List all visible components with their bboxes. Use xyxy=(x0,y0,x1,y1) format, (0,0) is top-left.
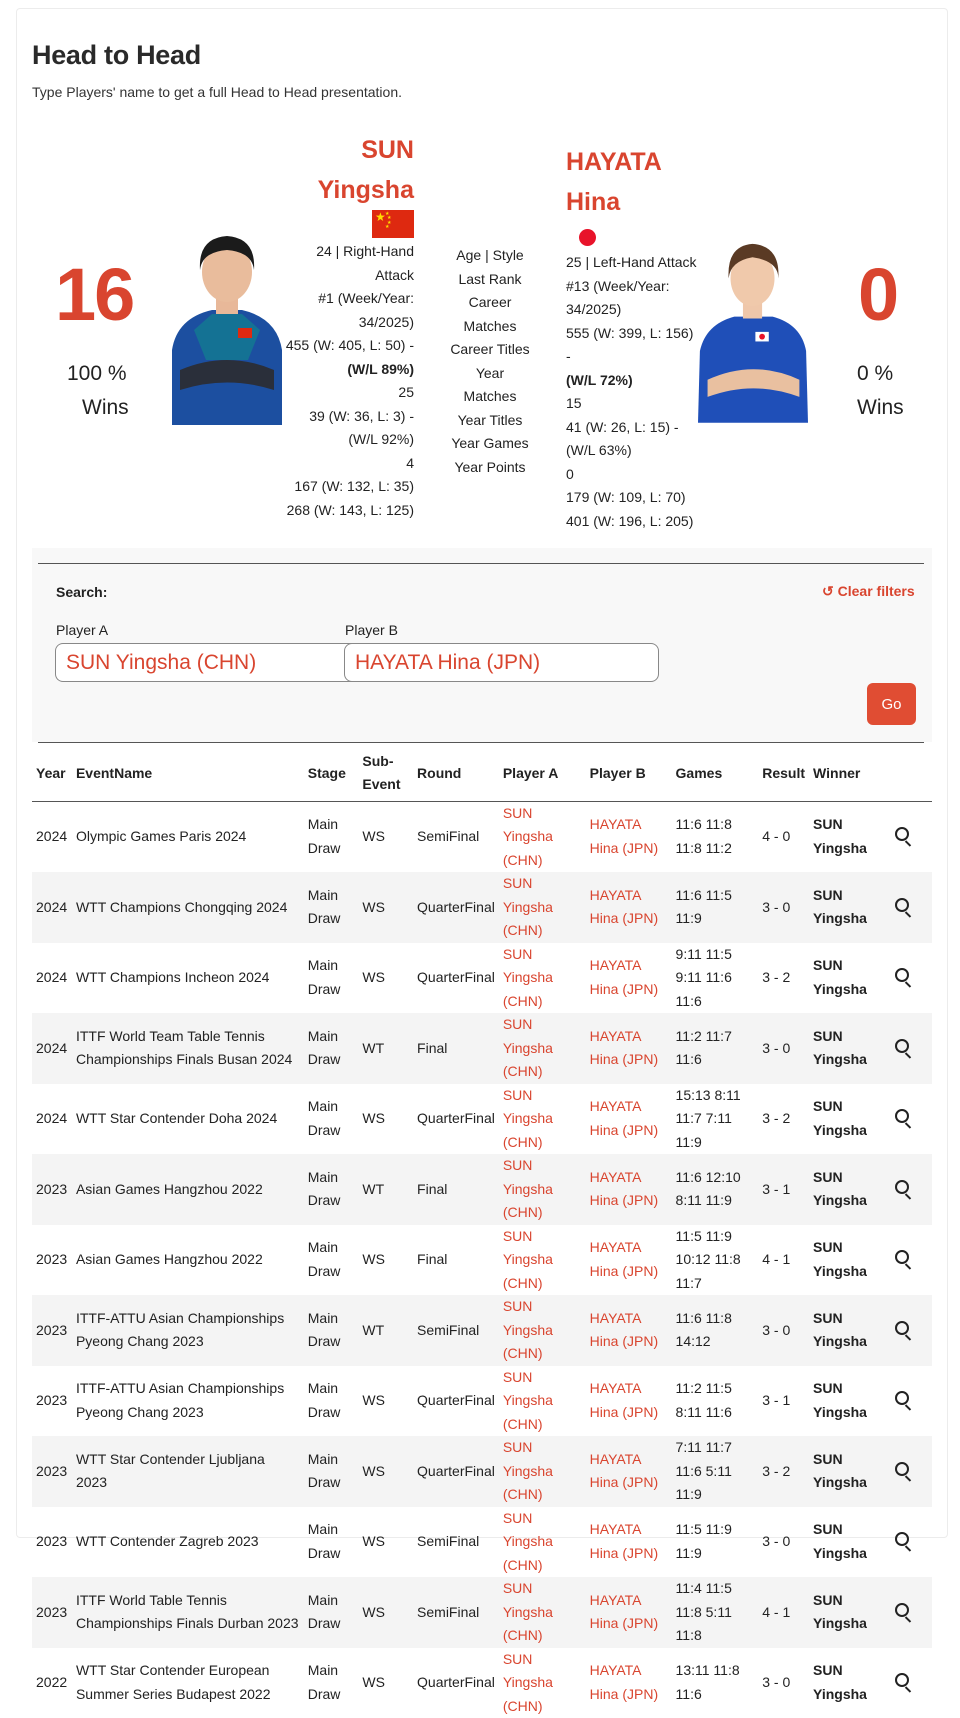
cell-player-b[interactable]: HAYATA Hina (JPN) xyxy=(586,1366,672,1437)
player-b-field-label: Player B xyxy=(345,622,398,638)
player-a-age-style: 24 | Right-Hand Attack xyxy=(282,240,414,287)
cell-winner: SUN Yingsha xyxy=(809,1507,879,1578)
cell-games: 11:2 11:5 8:11 11:6 xyxy=(672,1366,759,1437)
cell-year: 2024 xyxy=(32,943,72,1014)
cell-player-a[interactable]: SUN Yingsha (CHN) xyxy=(499,943,586,1014)
player-b-year-points: 401 (W: 196, L: 205) xyxy=(566,510,701,534)
col-sub-event[interactable]: Sub-Event xyxy=(358,746,413,801)
cell-sub-event: WS xyxy=(358,1225,413,1296)
cell-games: 11:6 11:8 14:12 xyxy=(672,1295,759,1366)
cell-player-a[interactable]: SUN Yingsha (CHN) xyxy=(499,1436,586,1507)
cell-player-a[interactable]: SUN Yingsha (CHN) xyxy=(499,1648,586,1718)
clear-filters-button[interactable] xyxy=(822,583,915,600)
clear-filters-label: Clear filters xyxy=(838,583,915,599)
cell-games: 11:6 11:8 11:8 11:2 xyxy=(672,801,759,872)
search-icon[interactable] xyxy=(895,1673,909,1687)
cell-round: QuarterFinal xyxy=(413,1436,499,1507)
cell-year: 2022 xyxy=(32,1648,72,1718)
search-icon[interactable] xyxy=(895,898,909,912)
player-a-last-rank: #1 (Week/Year: 34/2025) xyxy=(282,287,414,334)
cell-event-name: ITTF World Team Table Tennis Championships Finals Busan 2024 xyxy=(72,1013,304,1084)
player-a-first-name[interactable]: Yingsha xyxy=(318,176,414,205)
cell-event-name: ITTF-ATTU Asian Championships Pyeong Chang 2023 xyxy=(72,1295,304,1366)
cell-round: QuarterFinal xyxy=(413,1366,499,1437)
cell-year: 2023 xyxy=(32,1154,72,1225)
table-row[interactable] xyxy=(32,1577,932,1648)
cell-player-a[interactable]: SUN Yingsha (CHN) xyxy=(499,1366,586,1437)
cell-games: 11:5 11:9 11:9 xyxy=(672,1507,759,1578)
view-match-button[interactable] xyxy=(879,943,932,1014)
player-a-year-titles: 4 xyxy=(282,452,414,476)
cell-round: SemiFinal xyxy=(413,1507,499,1578)
player-b-year-titles: 0 xyxy=(566,463,701,487)
cell-sub-event: WS xyxy=(358,1648,413,1718)
label-year-matches: Matches xyxy=(440,385,540,409)
view-match-button[interactable] xyxy=(879,1154,932,1225)
col-player-a[interactable]: Player A xyxy=(499,746,586,801)
cell-games: 9:11 11:5 9:11 11:6 11:6 xyxy=(672,943,759,1014)
cell-games: 15:13 8:11 11:7 7:11 11:9 xyxy=(672,1084,759,1155)
cell-stage: Main Draw xyxy=(304,1154,359,1225)
player-a-field-label: Player A xyxy=(56,622,108,638)
cell-stage: Main Draw xyxy=(304,1366,359,1437)
cell-round: SemiFinal xyxy=(413,801,499,872)
table-row[interactable] xyxy=(32,1648,932,1718)
label-age-style: Age | Style xyxy=(440,244,540,268)
table-row[interactable] xyxy=(32,1084,932,1155)
player-a-year-points: 268 (W: 143, L: 125) xyxy=(282,499,414,523)
cell-event-name: ITTF-ATTU Asian Championships Pyeong Chang 2023 xyxy=(72,1366,304,1437)
player-a-career-wl: (W/L 89%) xyxy=(282,358,414,382)
view-match-button[interactable] xyxy=(879,1577,932,1648)
table-row[interactable] xyxy=(32,872,932,943)
view-match-button[interactable] xyxy=(879,1507,932,1578)
player-b-last-rank: #13 (Week/Year: 34/2025) xyxy=(566,275,701,322)
player-b-year-games: 179 (W: 109, L: 70) xyxy=(566,486,701,510)
reset-icon: ↺ xyxy=(822,583,834,599)
player-b-last-name[interactable]: HAYATA xyxy=(566,148,662,177)
table-header-row xyxy=(32,746,932,801)
cell-sub-event: WS xyxy=(358,1084,413,1155)
col-year[interactable]: Year xyxy=(32,746,72,801)
cell-stage: Main Draw xyxy=(304,1577,359,1648)
player-a-wins-label: Wins xyxy=(82,396,129,420)
player-a-last-name[interactable]: SUN xyxy=(361,136,414,165)
cell-sub-event: WT xyxy=(358,1154,413,1225)
cell-result: 4 - 0 xyxy=(758,801,809,872)
search-icon[interactable] xyxy=(895,1462,909,1476)
view-match-button[interactable] xyxy=(879,872,932,943)
col-result[interactable]: Result xyxy=(758,746,809,801)
results-table xyxy=(32,746,932,1718)
cell-stage: Main Draw xyxy=(304,801,359,872)
cell-winner: SUN Yingsha xyxy=(809,1436,879,1507)
cell-player-b[interactable]: HAYATA Hina (JPN) xyxy=(586,801,672,872)
cell-event-name: ITTF World Table Tennis Championships Finals Durban 2023 xyxy=(72,1577,304,1648)
divider xyxy=(38,742,924,743)
player-b-career-wl: (W/L 72%) xyxy=(566,369,701,393)
cell-player-b[interactable]: HAYATA Hina (JPN) xyxy=(586,1154,672,1225)
cell-result: 4 - 1 xyxy=(758,1577,809,1648)
cell-player-a[interactable]: SUN Yingsha (CHN) xyxy=(499,1154,586,1225)
cell-year: 2023 xyxy=(32,1436,72,1507)
cell-round: SemiFinal xyxy=(413,1295,499,1366)
cell-player-a[interactable]: SUN Yingsha (CHN) xyxy=(499,1507,586,1578)
search-icon[interactable] xyxy=(895,1391,909,1405)
cell-year: 2023 xyxy=(32,1507,72,1578)
cell-player-b[interactable]: HAYATA Hina (JPN) xyxy=(586,1577,672,1648)
player-b-year-matches: 41 (W: 26, L: 15) - (W/L 63%) xyxy=(566,416,701,463)
cell-event-name: WTT Champions Chongqing 2024 xyxy=(72,872,304,943)
cell-sub-event: WS xyxy=(358,872,413,943)
cell-winner: SUN Yingsha xyxy=(809,801,879,872)
cell-stage: Main Draw xyxy=(304,943,359,1014)
search-icon[interactable] xyxy=(895,1109,909,1123)
cell-winner: SUN Yingsha xyxy=(809,1295,879,1366)
cell-sub-event: WS xyxy=(358,1366,413,1437)
view-match-button[interactable] xyxy=(879,801,932,872)
player-a-score: 16 xyxy=(55,252,133,337)
player-b-career-matches: 555 (W: 399, L: 156) - xyxy=(566,322,701,369)
cell-result: 3 - 0 xyxy=(758,1507,809,1578)
page-title: Head to Head xyxy=(32,40,201,71)
col-player-b[interactable]: Player B xyxy=(586,746,672,801)
cell-round: QuarterFinal xyxy=(413,1648,499,1718)
cell-stage: Main Draw xyxy=(304,1225,359,1296)
cell-winner: SUN Yingsha xyxy=(809,1366,879,1437)
cell-player-b[interactable]: HAYATA Hina (JPN) xyxy=(586,943,672,1014)
label-year-titles: Year Titles xyxy=(440,409,540,433)
player-b-stats xyxy=(566,251,701,533)
cell-year: 2024 xyxy=(32,872,72,943)
player-a-career-titles: 25 xyxy=(282,381,414,405)
label-matches: Matches xyxy=(440,315,540,339)
cell-winner: SUN Yingsha xyxy=(809,1225,879,1296)
cell-result: 4 - 1 xyxy=(758,1225,809,1296)
cell-event-name: Olympic Games Paris 2024 xyxy=(72,801,304,872)
cell-round: QuarterFinal xyxy=(413,943,499,1014)
player-a-career-matches: 455 (W: 405, L: 50) - xyxy=(282,334,414,358)
cell-year: 2023 xyxy=(32,1366,72,1437)
table-row[interactable] xyxy=(32,1013,932,1084)
cell-sub-event: WT xyxy=(358,1295,413,1366)
label-year: Year xyxy=(440,362,540,386)
col-winner[interactable]: Winner xyxy=(809,746,879,801)
view-match-button[interactable] xyxy=(879,1436,932,1507)
view-match-button[interactable] xyxy=(879,1013,932,1084)
cell-result: 3 - 2 xyxy=(758,1436,809,1507)
col-view xyxy=(879,746,932,801)
cell-winner: SUN Yingsha xyxy=(809,1084,879,1155)
cell-stage: Main Draw xyxy=(304,1084,359,1155)
cell-result: 3 - 0 xyxy=(758,1013,809,1084)
cell-games: 11:6 12:10 8:11 11:9 xyxy=(672,1154,759,1225)
cell-round: Final xyxy=(413,1154,499,1225)
cell-winner: SUN Yingsha xyxy=(809,1577,879,1648)
cell-year: 2024 xyxy=(32,1084,72,1155)
view-match-button[interactable] xyxy=(879,1225,932,1296)
cell-winner: SUN Yingsha xyxy=(809,872,879,943)
japan-flag-icon xyxy=(579,229,596,246)
cell-player-a[interactable]: SUN Yingsha (CHN) xyxy=(499,1013,586,1084)
search-icon[interactable] xyxy=(895,1180,909,1194)
go-button[interactable]: Go xyxy=(867,683,916,725)
cell-round: SemiFinal xyxy=(413,1577,499,1648)
player-a-stats xyxy=(282,240,414,522)
cell-player-a[interactable]: SUN Yingsha (CHN) xyxy=(499,801,586,872)
cell-player-b[interactable]: HAYATA Hina (JPN) xyxy=(586,1648,672,1718)
col-round[interactable]: Round xyxy=(413,746,499,801)
cell-games: 11:4 11:5 11:8 5:11 11:8 xyxy=(672,1577,759,1648)
cell-sub-event: WS xyxy=(358,1436,413,1507)
cell-player-b[interactable]: HAYATA Hina (JPN) xyxy=(586,872,672,943)
cell-player-a[interactable]: SUN Yingsha (CHN) xyxy=(499,872,586,943)
search-icon[interactable] xyxy=(895,1532,909,1546)
cell-stage: Main Draw xyxy=(304,872,359,943)
player-a-year-games: 167 (W: 132, L: 35) xyxy=(282,475,414,499)
view-match-button[interactable] xyxy=(879,1295,932,1366)
cell-event-name: WTT Champions Incheon 2024 xyxy=(72,943,304,1014)
cell-stage: Main Draw xyxy=(304,1295,359,1366)
page-subtitle: Type Players' name to get a full Head to Head presentation. xyxy=(32,84,402,100)
view-match-button[interactable] xyxy=(879,1366,932,1437)
table-row[interactable] xyxy=(32,1366,932,1437)
search-icon[interactable] xyxy=(895,1603,909,1617)
search-icon[interactable] xyxy=(895,968,909,982)
table-row[interactable] xyxy=(32,1154,932,1225)
cell-player-b[interactable]: HAYATA Hina (JPN) xyxy=(586,1436,672,1507)
cell-winner: SUN Yingsha xyxy=(809,1013,879,1084)
cell-result: 3 - 1 xyxy=(758,1366,809,1437)
cell-stage: Main Draw xyxy=(304,1436,359,1507)
search-icon[interactable] xyxy=(895,1250,909,1264)
search-icon[interactable] xyxy=(895,1321,909,1335)
view-match-button[interactable] xyxy=(879,1084,932,1155)
label-year-games: Year Games xyxy=(440,432,540,456)
search-icon[interactable] xyxy=(895,1039,909,1053)
table-row[interactable] xyxy=(32,1436,932,1507)
col-stage[interactable]: Stage xyxy=(304,746,359,801)
cell-games: 13:11 11:8 11:6 xyxy=(672,1648,759,1718)
search-label: Search: xyxy=(56,584,107,600)
cell-event-name: Asian Games Hangzhou 2022 xyxy=(72,1225,304,1296)
table-row[interactable] xyxy=(32,943,932,1014)
cell-winner: SUN Yingsha xyxy=(809,1154,879,1225)
cell-round: Final xyxy=(413,1225,499,1296)
search-icon[interactable] xyxy=(895,827,909,841)
label-year-points: Year Points xyxy=(440,456,540,480)
cell-player-b[interactable]: HAYATA Hina (JPN) xyxy=(586,1084,672,1155)
cell-games: 11:5 11:9 10:12 11:8 11:7 xyxy=(672,1225,759,1296)
cell-year: 2023 xyxy=(32,1577,72,1648)
cell-result: 3 - 2 xyxy=(758,943,809,1014)
cell-round: QuarterFinal xyxy=(413,1084,499,1155)
player-a-year-matches: 39 (W: 36, L: 3) - (W/L 92%) xyxy=(282,405,414,452)
col-event-name[interactable]: EventName xyxy=(72,746,304,801)
cell-player-b[interactable]: HAYATA Hina (JPN) xyxy=(586,1013,672,1084)
cell-round: QuarterFinal xyxy=(413,872,499,943)
player-a-win-pct: 100 % xyxy=(67,362,127,386)
cell-player-a[interactable]: SUN Yingsha (CHN) xyxy=(499,1084,586,1155)
cell-player-a[interactable]: SUN Yingsha (CHN) xyxy=(499,1577,586,1648)
cell-year: 2024 xyxy=(32,801,72,872)
label-career: Career xyxy=(440,291,540,315)
col-games[interactable]: Games xyxy=(672,746,759,801)
cell-year: 2024 xyxy=(32,1013,72,1084)
player-b-career-titles: 15 xyxy=(566,392,701,416)
cell-stage: Main Draw xyxy=(304,1648,359,1718)
player-a-photo xyxy=(172,230,282,425)
table-row[interactable] xyxy=(32,801,932,872)
cell-games: 11:2 11:7 11:6 xyxy=(672,1013,759,1084)
cell-stage: Main Draw xyxy=(304,1013,359,1084)
cell-player-a[interactable]: SUN Yingsha (CHN) xyxy=(499,1295,586,1366)
cell-sub-event: WS xyxy=(358,1577,413,1648)
label-career-titles: Career Titles xyxy=(440,338,540,362)
cell-player-b[interactable]: HAYATA Hina (JPN) xyxy=(586,1295,672,1366)
cell-result: 3 - 2 xyxy=(758,1084,809,1155)
cell-result: 3 - 0 xyxy=(758,872,809,943)
cell-event-name: WTT Star Contender Ljubljana 2023 xyxy=(72,1436,304,1507)
cell-result: 3 - 0 xyxy=(758,1648,809,1718)
cell-year: 2023 xyxy=(32,1295,72,1366)
cell-games: 7:11 11:7 11:6 5:11 11:9 xyxy=(672,1436,759,1507)
cell-sub-event: WS xyxy=(358,943,413,1014)
table-row[interactable] xyxy=(32,1295,932,1366)
label-last-rank: Last Rank xyxy=(440,268,540,292)
cell-event-name: WTT Star Contender Doha 2024 xyxy=(72,1084,304,1155)
cell-sub-event: WS xyxy=(358,1507,413,1578)
cell-round: Final xyxy=(413,1013,499,1084)
cell-sub-event: WS xyxy=(358,801,413,872)
cell-event-name: Asian Games Hangzhou 2022 xyxy=(72,1154,304,1225)
cell-event-name: WTT Star Contender European Summer Series Budapest 2022 xyxy=(72,1648,304,1718)
cell-player-a[interactable]: SUN Yingsha (CHN) xyxy=(499,1225,586,1296)
china-flag-icon: ★ ★ ★ ★ ★ xyxy=(372,210,414,238)
player-b-first-name[interactable]: Hina xyxy=(566,188,620,217)
cell-result: 3 - 1 xyxy=(758,1154,809,1225)
player-b-photo xyxy=(698,232,808,427)
player-b-win-pct: 0 % xyxy=(857,362,893,386)
cell-games: 11:6 11:5 11:9 xyxy=(672,872,759,943)
cell-stage: Main Draw xyxy=(304,1507,359,1578)
table-row[interactable] xyxy=(32,1225,932,1296)
cell-result: 3 - 0 xyxy=(758,1295,809,1366)
cell-sub-event: WT xyxy=(358,1013,413,1084)
player-b-wins-label: Wins xyxy=(857,396,904,420)
cell-event-name: WTT Contender Zagreb 2023 xyxy=(72,1507,304,1578)
player-b-score: 0 xyxy=(858,252,897,337)
cell-player-b[interactable]: HAYATA Hina (JPN) xyxy=(586,1507,672,1578)
player-b-input[interactable] xyxy=(344,643,659,682)
cell-player-b[interactable]: HAYATA Hina (JPN) xyxy=(586,1225,672,1296)
divider xyxy=(38,563,924,564)
cell-winner: SUN Yingsha xyxy=(809,943,879,1014)
player-b-age-style: 25 | Left-Hand Attack xyxy=(566,251,701,275)
cell-winner: SUN Yingsha xyxy=(809,1648,879,1718)
player-a-input[interactable] xyxy=(55,643,355,682)
stat-labels xyxy=(440,244,540,479)
view-match-button[interactable] xyxy=(879,1648,932,1718)
cell-year: 2023 xyxy=(32,1225,72,1296)
table-row[interactable] xyxy=(32,1507,932,1578)
